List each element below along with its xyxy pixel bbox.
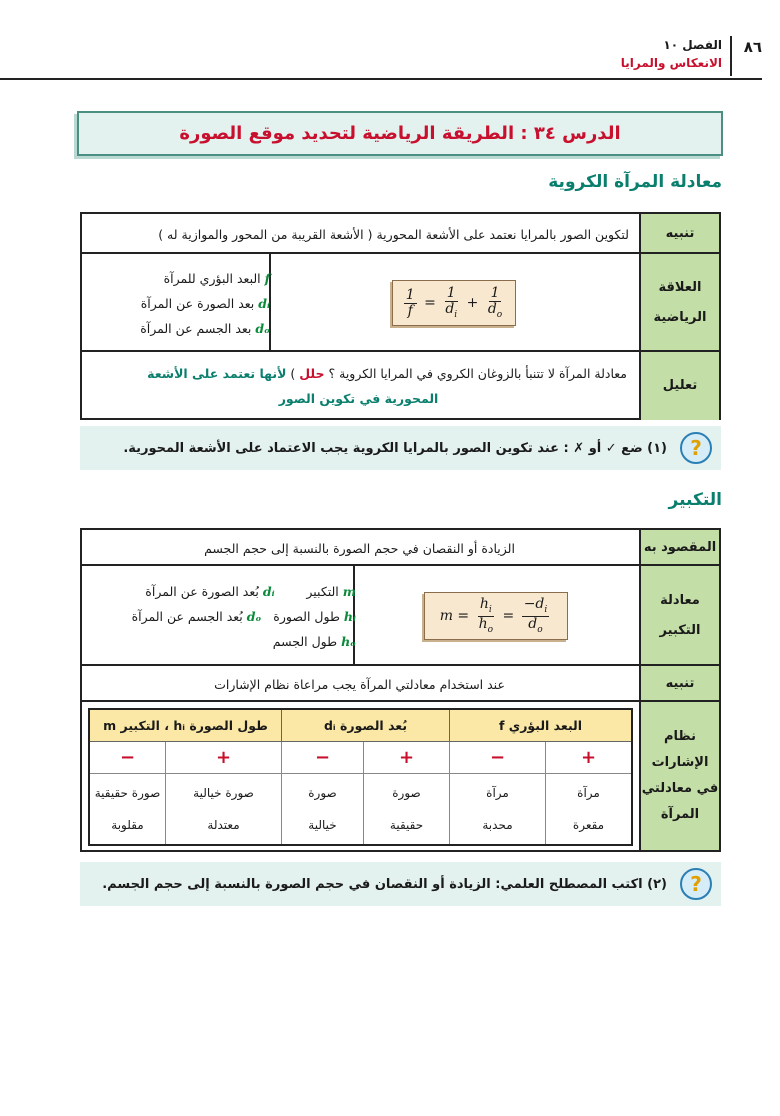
variable-item: hᵢ طول الصورة dₒ بُعد الجسم عن المرآة xyxy=(131,608,356,624)
equation-cell xyxy=(269,254,637,352)
variable-item: f البعد البؤري للمرآة xyxy=(163,270,270,286)
question-mark-icon xyxy=(679,431,713,465)
equation-term: $\frac{-d_i}{d_o}$ xyxy=(523,596,548,635)
note-text: عند استخدام معادلتي المرآة يجب مراعاة نظام الإشارات xyxy=(214,676,505,692)
variable-item: dₒ بعد الجسم عن المرآة xyxy=(140,320,270,336)
analysis-cell xyxy=(90,352,627,420)
label-line: المرآة xyxy=(660,807,700,822)
question-box xyxy=(80,862,721,906)
equation-cell xyxy=(353,566,637,666)
variable-item: m التكبير dᵢ بُعد الصورة عن المرآة xyxy=(145,583,356,599)
table-row xyxy=(82,252,719,352)
question-box xyxy=(80,426,721,470)
magnification-table xyxy=(80,528,721,852)
page-header xyxy=(0,34,762,78)
label-line: معادلة xyxy=(660,593,700,608)
variable-item: dᵢ بعد الصورة عن المرآة xyxy=(140,295,270,311)
row-label xyxy=(639,254,719,352)
chapter-title: الانعكاس والمرايا xyxy=(620,56,722,70)
row-label xyxy=(639,566,719,666)
section-title-mirror-equation: معادلة المرآة الكروية xyxy=(548,172,722,192)
sign-header-image-distance: بُعد الصورة dᵢ xyxy=(281,710,449,742)
row-label xyxy=(639,702,719,850)
label-line: العلاقة xyxy=(658,280,702,295)
sign-value: + xyxy=(363,742,449,774)
row-label: المقصود به xyxy=(639,530,719,566)
svg-text:?: ? xyxy=(690,872,702,896)
equation-term: $\frac{1}{f}$ xyxy=(405,286,415,319)
sign-value: + xyxy=(165,742,281,774)
sign-description: صورة خيالية xyxy=(281,774,363,844)
analysis-line: معادلة المرآة لا تتنبأ بالزوغان الكروي في المرايا الكروية ؟ حلل ) لأنها تعتمد على الأشعة xyxy=(147,366,627,381)
chapter-label: الفصل ١٠ xyxy=(663,38,722,52)
header-divider xyxy=(730,36,732,76)
equation-term: $\frac{1}{d_o}$ xyxy=(487,285,503,320)
meaning-text: الزيادة أو النقصان في حجم الصورة بالنسبة إلى حجم الجسم xyxy=(204,540,515,556)
table-row xyxy=(82,530,719,566)
variable-item: hₒ طول الجسم xyxy=(272,633,356,649)
sign-description: مرآة محدبة xyxy=(449,774,545,844)
question-text: (٢) اكتب المصطلح العلمي: الزيادة أو النقصان في حجم الصورة بالنسبة إلى حجم الجسم. xyxy=(102,876,667,892)
sign-description: صورة حقيقية مقلوبة xyxy=(94,786,161,832)
sign-value: − xyxy=(449,742,545,774)
table-row xyxy=(82,700,719,850)
equation-term: $\frac{h_i}{h_o}$ xyxy=(478,596,494,635)
sign-value: − xyxy=(90,742,165,774)
section-title-magnification: التكبير xyxy=(668,490,722,510)
variables-list xyxy=(90,566,356,666)
row-label: تنبيه xyxy=(639,214,719,254)
mirror-equation-table xyxy=(80,212,721,420)
table-row xyxy=(82,664,719,702)
mirror-equation-box: $\frac{1}{f}$ = $\frac{1}{d_i}$ + $\frac{1}{d_o}$ xyxy=(392,280,516,326)
question-mark-icon xyxy=(679,867,713,901)
label-line: الرياضية xyxy=(653,310,707,325)
analysis-answer: لأنها تعتمد على الأشعة xyxy=(147,366,287,381)
sign-value: − xyxy=(281,742,363,774)
analysis-answer-cont: المحورية في تكوين الصور xyxy=(278,391,439,406)
label-line: الإشارات xyxy=(651,755,709,770)
sign-description: صورة خيالية معتدلة xyxy=(165,774,281,844)
svg-text:?: ? xyxy=(690,436,702,460)
variables-list xyxy=(90,254,270,352)
label-line: نظام xyxy=(664,729,696,744)
label-line: في معادلتي xyxy=(641,781,719,796)
label-line: التكبير xyxy=(659,623,701,638)
note-text: لتكوين الصور بالمرايا نعتمد على الأشعة المحورية ( الأشعة القريبة من المحور والموازية له ) xyxy=(158,226,629,242)
table-row xyxy=(82,564,719,666)
sign-description: صورة حقيقية xyxy=(363,774,449,844)
sign-header-height-magnification: طول الصورة hᵢ ، التكبير m xyxy=(90,710,281,742)
table-row xyxy=(82,350,719,420)
header-rule xyxy=(0,78,762,80)
sign-value: + xyxy=(545,742,631,774)
analyze-keyword: حلل xyxy=(299,366,325,381)
sign-header-focal: البعد البؤري f xyxy=(449,710,631,742)
equation-term: $\frac{1}{d_i}$ xyxy=(445,285,458,320)
table-row xyxy=(82,214,719,254)
lesson-title: الدرس ٣٤ : الطريقة الرياضية لتحديد موقع الصورة xyxy=(77,111,723,156)
magnification-equation-box: m = $\frac{h_i}{h_o}$ = $\frac{-d_i}{d_o}$ xyxy=(424,592,568,640)
row-label: تنبيه xyxy=(639,666,719,702)
page-number: ٨٦ xyxy=(743,38,762,56)
sign-convention-table xyxy=(88,708,633,846)
sign-description: مرآة مقعرة xyxy=(545,774,631,844)
question-text: (١) ضع ✓ أو ✗ : عند تكوين الصور بالمرايا الكروية يجب الاعتماد على الأشعة المحورية. xyxy=(123,440,667,456)
row-label: تعليل xyxy=(639,352,719,420)
